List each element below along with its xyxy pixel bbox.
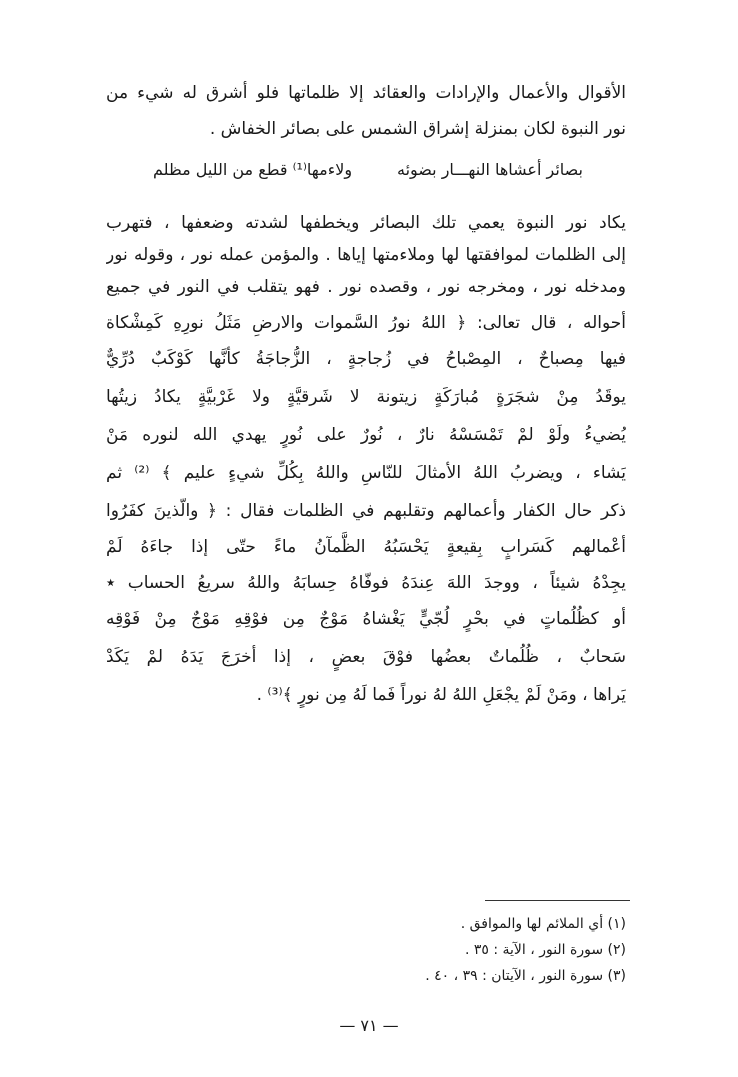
- body-line: يَشاء ، ويضربُ اللهُ الأمثالَ للنّاسِ واللهُ بِكُلِّ شيءٍ عليم ﴾ ⁽²⁾ ثم: [106, 463, 626, 483]
- poetry-verse: [153, 154, 583, 186]
- verse-right-hemistich: بصائر أعشاها النهـــار بضوئه: [396, 160, 583, 179]
- body-line: يوقَدُ مِنْ شجَرَةٍ مُبارَكَةٍ زيتونة لا شَرقيَّةٍ ولا غَرْبيَّةٍ يكادُ زيتُها: [106, 387, 626, 407]
- body-line: إلى الظلمات لموافقتها لها وملاءمتها إياها . والمؤمن عمله نور ، وقوله نور: [106, 245, 626, 265]
- intro-line-2: نور النبوة لكان بمنزلة إشراق الشمس على بصائر الخفاش .: [209, 119, 626, 139]
- body-line: سَحابٌ ، ظُلُماتٌ بعضُها فوْقَ بعضٍ ، إذا أخرَجَ يَدَهُ لمْ يَكَدْ: [106, 647, 626, 667]
- body-line: أعْمالهم كَسَرابٍ بِقيعةٍ يَحْسَبُهُ الظَّمآنُ ماءً حتّى إذا جاءَهُ لَمْ: [106, 537, 626, 557]
- body-line: يُضيءُ ولَوْ لمْ تَمْسَسْهُ نارٌ ، نُورٌ على نُورٍ يهدي الله لنوره مَنْ: [106, 425, 626, 445]
- body-line: فيها مِصباحٌ ، المِصْباحُ في زُجاجةٍ ، الزُّجاجَةُ كأنَّها كَوْكَبٌ دُرِّيٌّ: [106, 349, 626, 369]
- footnote-1: (١) أي الملائم لها والموافق .: [460, 916, 626, 932]
- footnote-3: (٣) سورة النور ، الآيتان : ٣٩ ، ٤٠ .: [425, 968, 626, 984]
- intro-line-1: الأقوال والأعمال والإرادات والعقائد إلا ظلماتها فلو أشرق له شيء من: [106, 83, 626, 103]
- body-line: يَراها ، ومَنْ لَمْ يجْعَلِ اللهُ لهُ نوراً فَما لَهُ مِن نورٍ ﴾⁽³⁾ .: [256, 685, 626, 705]
- footnote-2: (٢) سورة النور ، الآية : ٣٥ .: [464, 942, 626, 958]
- page-number: — ٧١ —: [339, 1016, 399, 1035]
- body-line: يكاد نور النبوة يعمي تلك البصائر ويخطفها لشدته وضعفها ، فتهرب: [106, 213, 626, 233]
- body-line: ذكر حال الكفار وأعمالهم وتقلبهم في الظلمات فقال : ﴿ والّذينَ كفَرُوا: [106, 501, 626, 521]
- body-line: ومدخله نور ، ومخرجه نور ، وقصده نور . فهو يتقلب في النور في جميع: [106, 277, 626, 297]
- body-line: أحواله ، قال تعالى: ﴿ اللهُ نورُ السَّموات والارضِ مَثَلُ نورِهِ كَمِشْكاة: [106, 313, 626, 333]
- body-line: أو كظُلُماتٍ في بحْرٍ لُجّيٍّ يَغْشاهُ مَوْجٌ مِن فوْقِهِ مَوْجٌ مِنْ فَوْقِه: [106, 609, 626, 629]
- verse-left-hemistich: ولاءمها⁽¹⁾ قطع من الليل مظلم: [153, 160, 353, 179]
- body-line: يجِدْهُ شيئاً ، ووجدَ اللهَ عِندَهُ فوفّاهُ حِسابَهُ واللهُ سريعُ الحساب ٭: [106, 573, 626, 593]
- footnote-separator: [485, 900, 630, 901]
